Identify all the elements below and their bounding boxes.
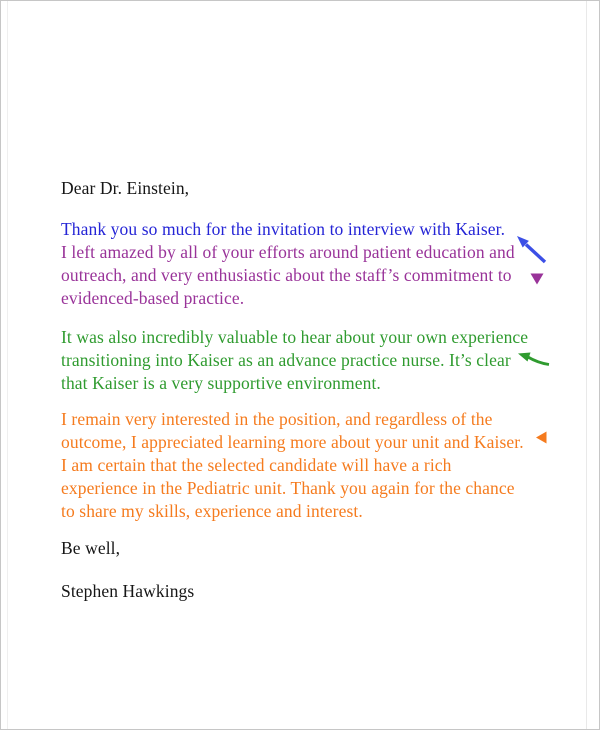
page-edge-line-right	[586, 1, 587, 729]
salutation: Dear Dr. Einstein,	[61, 178, 190, 198]
paragraph-line: that Kaiser is a very supportive environment.	[61, 373, 381, 393]
closing: Be well,	[61, 538, 121, 558]
signature: Stephen Hawkings	[61, 581, 195, 601]
paragraph-line: I left amazed by all of your efforts around patient education and	[61, 242, 515, 262]
page-edge-line-left	[7, 1, 8, 729]
paragraph-line: I remain very interested in the position, and regardless of the	[61, 409, 493, 429]
paragraph-valuable-experience	[61, 326, 528, 395]
paragraph-thank-you	[61, 218, 505, 241]
paragraph-line: It was also incredibly valuable to hear about your own experience	[61, 327, 529, 347]
paragraph-line: I am certain that the selected candidate will have a rich	[61, 455, 452, 475]
paragraph-line: Thank you so much for the invitation to interview with Kaiser.	[61, 219, 506, 239]
green-arrow-left-icon	[516, 347, 551, 368]
purple-triangle-down-icon	[529, 272, 545, 286]
paragraph-line: to share my skills, experience and interest.	[61, 501, 363, 521]
paragraph-remain-interested	[61, 408, 524, 523]
paragraph-line: transitioning into Kaiser as an advance practice nurse. It’s clear	[61, 350, 511, 370]
paragraph-line: experience in the Pediatric unit. Thank you again for the chance	[61, 478, 515, 498]
paragraph-line: outreach, and very enthusiastic about the staff’s commitment to	[61, 265, 512, 285]
orange-triangle-left-icon	[535, 430, 548, 445]
paragraph-line: outcome, I appreciated learning more about your unit and Kaiser.	[61, 432, 524, 452]
paragraph-amazed-efforts	[61, 241, 515, 310]
blue-arrow-up-left-icon	[512, 233, 550, 267]
paragraph-line: evidenced-based practice.	[61, 288, 245, 308]
